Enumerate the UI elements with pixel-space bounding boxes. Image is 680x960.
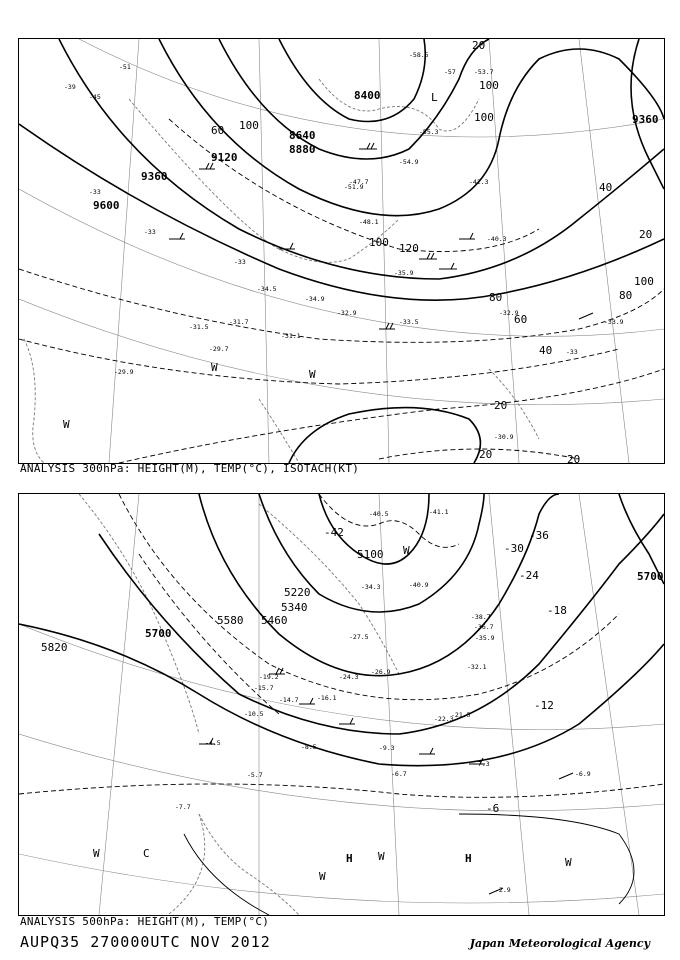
temp-label: -27.5 [349, 633, 369, 641]
markers-300 [63, 91, 438, 431]
temp-label: -36.7 [474, 623, 494, 631]
temp-label: -29.7 [209, 345, 229, 353]
height-label: 9360 [141, 170, 168, 183]
isotherm-label: -18 [547, 604, 567, 617]
height-label: 5820 [41, 641, 68, 654]
temp-label: -10.5 [244, 710, 264, 718]
height-label: 5220 [284, 586, 311, 599]
height-label: 5100 [357, 548, 384, 561]
temp-label: -32.9 [499, 309, 519, 317]
temp-label: -26.9 [371, 668, 391, 676]
temp-label: -33 [566, 348, 578, 356]
isotach-label: 20 [567, 453, 581, 463]
temp-label: -53.7 [474, 68, 494, 76]
isotach-label: 80 [619, 289, 633, 302]
isotherm-label: -12 [534, 699, 554, 712]
temp-label: -51.9 [344, 183, 364, 191]
temp-label: -33 [234, 258, 246, 266]
temp-label: -6.9 [575, 770, 591, 778]
caption-500hpa: ANALYSIS 500hPa: HEIGHT(M), TEMP(°C) [20, 915, 270, 928]
isotachs-300 [19, 119, 664, 463]
height-label: 9600 [93, 199, 120, 212]
height-label: 8880 [289, 143, 316, 156]
temp-label: -31.5 [189, 323, 209, 331]
temp-label: -5.7 [247, 771, 263, 779]
chart-300hpa [18, 38, 665, 464]
temp-label: -45 [89, 93, 101, 101]
isotach-label: 40 [539, 344, 553, 357]
isotach-label: 20 [494, 399, 508, 412]
isotherm-label: -6 [486, 802, 500, 815]
temp-label: -42.3 [469, 178, 489, 186]
warm-marker: W [63, 418, 70, 431]
temp-label: -19.2 [259, 673, 279, 681]
temp-label: -35.9 [394, 269, 414, 277]
height-contours-300 [19, 39, 664, 463]
temp-label: -58.5 [409, 51, 429, 59]
temp-label: -33 [144, 228, 156, 236]
temp-label: -41.1 [429, 508, 449, 516]
height-label: 5340 [281, 601, 308, 614]
temp-label: -34.3 [361, 583, 381, 591]
isotach-label: 20 [639, 228, 653, 241]
temp-label: -48.1 [359, 218, 379, 226]
isotherm-label: -24 [519, 569, 539, 582]
temp-label: -34.9 [305, 295, 325, 303]
temp-label: -40.5 [369, 510, 389, 518]
isotach-label: 20 [479, 448, 493, 461]
temp-label: -15.7 [254, 684, 274, 692]
map-300hpa-svg [19, 39, 664, 463]
high-marker: H [346, 852, 353, 865]
temp-label: -47.7 [349, 178, 369, 186]
temp-label: -40.9 [409, 581, 429, 589]
isotach-label: 100 [369, 236, 389, 249]
temp-label: -30.9 [494, 433, 514, 441]
height-label: 9120 [211, 151, 238, 164]
isotherm-label: -36 [529, 529, 549, 542]
isotherm-label: -42 [324, 526, 344, 539]
low-marker: L [431, 91, 438, 104]
isotach-label: 100 [239, 119, 259, 132]
markers-500 [93, 544, 572, 883]
temp-label: -21.5 [451, 711, 471, 719]
agency-credit: Japan Meteorological Agency [469, 937, 650, 950]
temp-label: -31.7 [229, 318, 249, 326]
height-label: 5700 [145, 627, 172, 640]
temp-label: -35.9 [475, 634, 495, 642]
temp-label: -51 [119, 63, 131, 71]
temp-label: -9.3 [379, 744, 395, 752]
isotherm-label: -30 [504, 542, 524, 555]
high-marker: H [465, 852, 472, 865]
isotach-label: 20 [472, 39, 486, 52]
isotach-label: 40 [599, 181, 613, 194]
temp-label: -32.9 [337, 309, 357, 317]
caption-300hpa: ANALYSIS 300hPa: HEIGHT(M), TEMP(°C), ISOTACH(KT) [20, 462, 360, 475]
height-label: 9360 [632, 113, 659, 126]
temp-label: -33 [89, 188, 101, 196]
temp-label: -29.9 [114, 368, 134, 376]
height-label: 5700 [637, 570, 664, 583]
temp-label: -40.3 [487, 235, 507, 243]
height-labels-300 [93, 89, 659, 212]
isotach-label: 120 [399, 242, 419, 255]
height-label: 5460 [261, 614, 288, 627]
temp-label: -57 [444, 68, 456, 76]
warm-marker: W [309, 368, 316, 381]
temp-label: -7.3 [474, 760, 490, 768]
temp-label: -24.3 [339, 673, 359, 681]
temp-label: -32.1 [467, 663, 487, 671]
temp-label: -2.9 [495, 886, 511, 894]
temp-label: -33.5 [399, 318, 419, 326]
height-label: 8400 [354, 89, 381, 102]
isotach-label: 100 [634, 275, 654, 288]
temp-label: -16.1 [317, 694, 337, 702]
temp-label: -39 [64, 83, 76, 91]
map-500hpa-svg [19, 494, 664, 915]
temp-label: -33.9 [604, 318, 624, 326]
graticule-300 [19, 39, 664, 463]
warm-marker: W [378, 850, 385, 863]
isotach-label: 80 [489, 291, 503, 304]
temp-label: -7.7 [175, 803, 191, 811]
isotach-label: 60 [514, 313, 528, 326]
temp-label: -55.3 [419, 128, 439, 136]
temp-label: -38.7 [471, 613, 491, 621]
chart-500hpa [18, 493, 665, 916]
chart-code-datetime: AUPQ35 270000UTC NOV 2012 [20, 933, 271, 951]
height-label: 8640 [289, 129, 316, 142]
temp-label: -4.5 [205, 739, 221, 747]
temp-labels-500 [175, 508, 591, 894]
cold-marker: C [143, 847, 150, 860]
temp-label: -34.5 [257, 285, 277, 293]
isotach-label: 60 [211, 124, 225, 137]
warm-marker: W [93, 847, 100, 860]
temp-label: -8.5 [301, 743, 317, 751]
temp-label: -54.9 [399, 158, 419, 166]
warm-marker: W [319, 870, 326, 883]
isotach-label: 100 [474, 111, 494, 124]
temp-label: -22.3 [434, 715, 454, 723]
isotherm-labels-500 [324, 526, 567, 815]
warm-marker: W [211, 361, 218, 374]
warm-marker: W [403, 544, 410, 557]
temp-label: -14.7 [279, 696, 299, 704]
temp-label: -6.7 [391, 770, 407, 778]
warm-marker: W [565, 856, 572, 869]
height-label: 5580 [217, 614, 244, 627]
temp-label: -31.1 [281, 332, 301, 340]
isotach-label: 100 [479, 79, 499, 92]
